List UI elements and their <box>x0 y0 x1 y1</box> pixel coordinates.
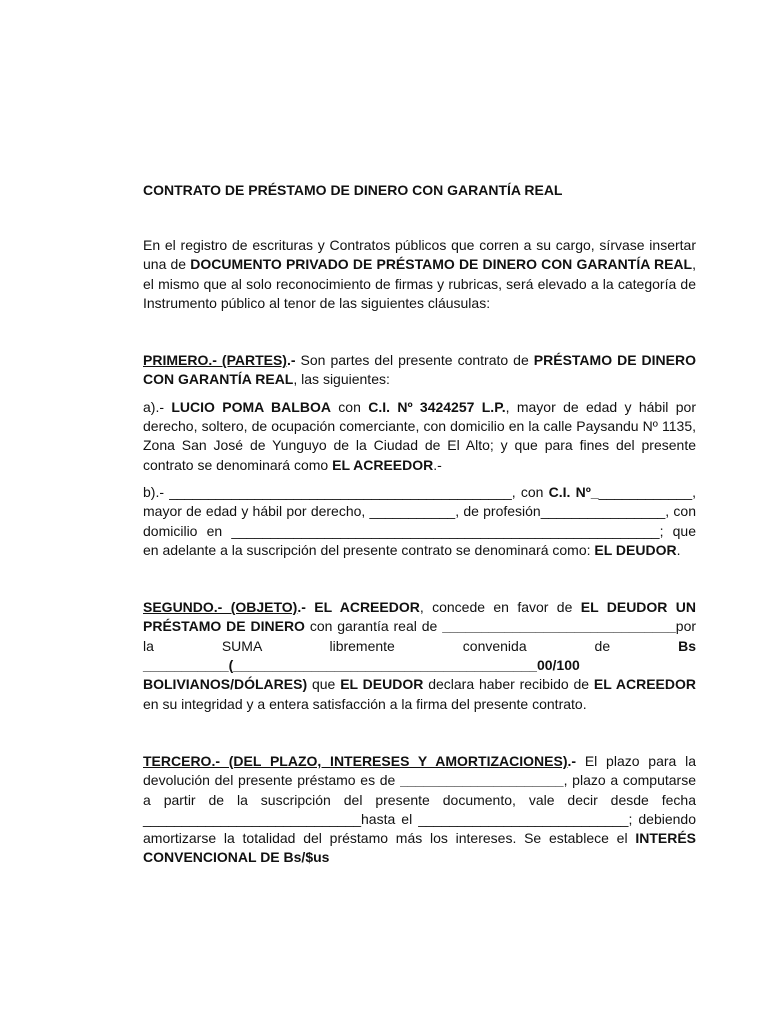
party-a-text-3: , mayor de edad y hábil por derecho, soltero, de ocupación comerciante, con domicilio en la calle Paysandu Nº 1135, Zona San José de Yunguyo de la Ciudad de El Alto; y que para fines del presente contrato se denominará como <box>143 398 696 473</box>
clause-segundo-bold-1: EL DEUDOR UN PRÉSTAMO DE DINERO <box>143 599 696 635</box>
clause-primero-text-2: , las siguientes: <box>293 371 390 388</box>
clause-tercero-heading-tail: .- <box>567 752 577 769</box>
party-a-text-4: .- <box>433 456 442 473</box>
party-b-ci-label: C.I. Nº_ <box>548 483 599 500</box>
clause-segundo-bold-4: EL DEUDOR <box>340 676 424 693</box>
clause-tercero-text-1: El plazo para la devolución del presente préstamo es de <box>143 752 696 789</box>
clause-segundo-bold-2: ______________________________ <box>442 618 676 635</box>
intro-bold-1: DOCUMENTO PRIVADO DE PRÉSTAMO DE DINERO CON GARANTÍA REAL <box>190 256 693 273</box>
intro-text-1: En el registro de escrituras y Contratos públicos que corren a su cargo, sírvase insertar una de <box>143 237 696 273</box>
clause-primero-heading-tail: .- <box>286 352 296 369</box>
clause-segundo-bold-5: EL ACREEDOR <box>593 676 697 693</box>
clause-tercero-text-2: , plazo a computarse a partir de la suscripción del presente documento, vale decir desde fecha ____________________________hasta el ___________________________; debiendo amortizarse la totalidad del préstamo más los intereses. Se establece el <box>143 772 696 847</box>
clause-primero-text-1: Son partes del presente contrato de <box>295 352 534 369</box>
party-a-name: LUCIO POMA BALBOA <box>171 398 331 415</box>
clause-segundo <box>143 598 696 714</box>
party-b-text-3: . <box>676 541 681 558</box>
clause-tercero-bold-1: _____________________ <box>400 772 564 789</box>
party-a-role: EL ACREEDOR <box>332 456 434 473</box>
party-a-text-2: con <box>330 398 369 415</box>
party-b-paragraph <box>143 483 696 560</box>
clause-segundo-heading: SEGUNDO.- (OBJETO) <box>143 599 298 616</box>
clause-segundo-text-1: , concede en favor de <box>419 599 581 616</box>
party-b-text-2: ____________, mayor de edad y hábil por derecho, ___________, de profesión________________, con domicilio en _______________________________________________________; que en adelante a la suscripción del presente contrato se denominará como: <box>143 483 696 558</box>
clause-tercero-heading: TERCERO.- (DEL PLAZO, INTERESES Y AMORTIZACIONES) <box>143 752 568 769</box>
party-b-text-1: b).- ____________________________________________, con <box>143 483 549 500</box>
clause-segundo-text-2: con garantía real de <box>304 618 443 635</box>
document-page <box>143 181 696 868</box>
intro-paragraph <box>143 236 696 313</box>
document-title: CONTRATO DE PRÉSTAMO DE DINERO CON GARANTÍA REAL <box>143 182 563 198</box>
clause-segundo-text-4: que <box>307 676 341 693</box>
party-b-role: EL DEUDOR <box>594 541 677 558</box>
party-a-text-1: a).- <box>143 398 172 415</box>
clause-segundo-text-6: en su integridad y a entera satisfacción a la firma del presente contrato. <box>143 695 587 712</box>
party-a-paragraph <box>143 398 696 475</box>
clause-segundo-heading-tail: .- EL ACREEDOR <box>297 599 420 616</box>
clause-segundo-text-5: declara haber recibido de <box>423 676 594 693</box>
clause-segundo-text-3: por la SUMA libremente convenida de <box>143 618 697 654</box>
clause-segundo-amount: Bs ___________(_______________________________________00/100 BOLIVIANOS/DÓLARES) <box>143 637 696 693</box>
party-a-ci: C.I. Nº 3424257 L.P. <box>368 398 506 415</box>
clause-tercero-bold-2: INTERÉS CONVENCIONAL DE Bs/$us <box>143 830 696 866</box>
clause-primero-bold-1: PRÉSTAMO DE DINERO CON GARANTÍA REAL <box>143 352 696 388</box>
clause-primero-heading: PRIMERO.- (PARTES) <box>143 352 287 369</box>
clause-tercero <box>143 752 696 868</box>
intro-text-2: , el mismo que al solo reconocimiento de firmas y rubricas, será elevado a la categoría de Instrumento público al tenor de las siguientes cláusulas: <box>143 256 696 311</box>
clause-primero <box>143 351 696 390</box>
